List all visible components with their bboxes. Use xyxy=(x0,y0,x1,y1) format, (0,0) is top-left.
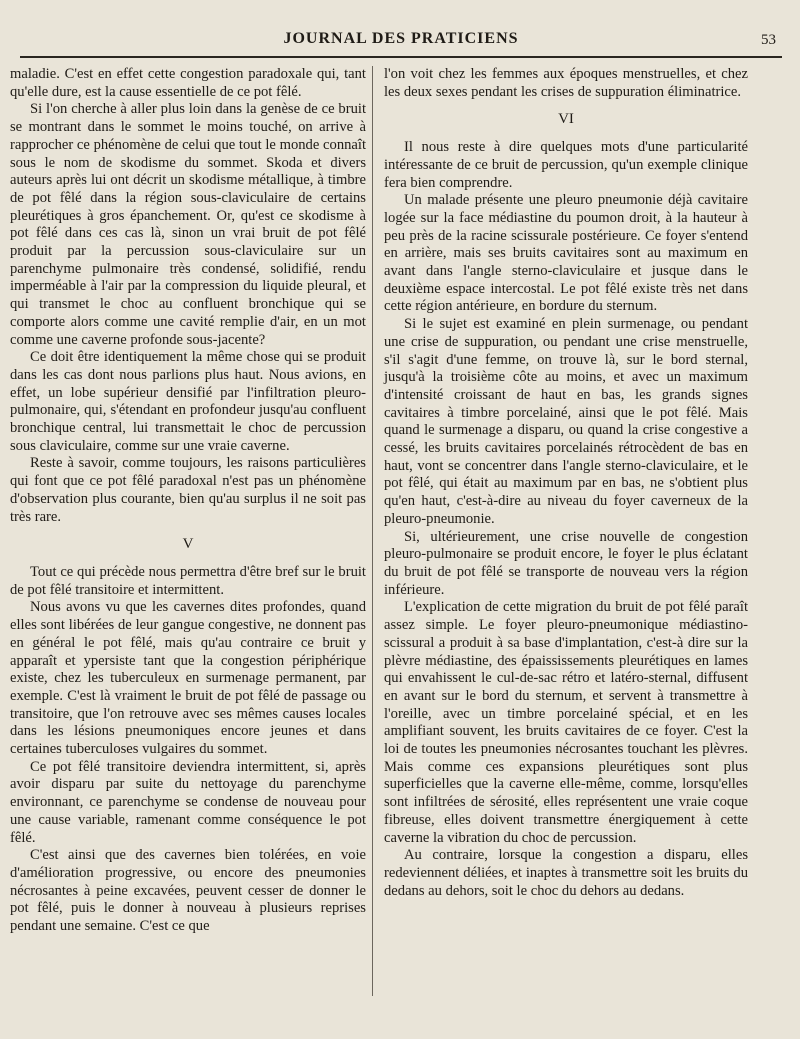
paragraph: l'on voit chez les femmes aux époques menstruelles, et chez les deux sexes pendant les crises de suppuration éliminatrice. xyxy=(384,66,748,100)
section-heading-v: V xyxy=(182,536,194,553)
paragraph: Ce pot fêlé transitoire deviendra intermittent, si, après avoir disparu par suite du nettoyage du parenchyme environnant, ce parenchyme se condense de nouveau pour une cause variable, ramenant comme conséquence le pot fêlé. xyxy=(10,758,366,846)
paragraph: C'est ainsi que des cavernes bien tolérées, en voie d'amélioration progressive, ou encore des pneumonies nécrosantes à peine excavées, peuvent cesser de donner le pot fêlé, puis le donner à nouveau à plusieurs reprises pendant une semaine. C'est ce que xyxy=(10,847,366,935)
running-title: JOURNAL DES PRATICIENS xyxy=(283,30,519,47)
paragraph: Si l'on cherche à aller plus loin dans la genèse de ce bruit se montrant dans le sommet le moins touché, on arrive à rapprocher ce phénomène de celui que tout le monde connaît sous le nom de skodisme du sommet. Skoda et divers auteurs après lui ont décrit un skodisme métallique, à timbre de pot fêlé dans la région sous-claviculaire de certains pleurétiques à gros épanchement. Or, qu'est ce skodisme à pot fêlé dans ces cas là, sinon un vrai bruit de pot fêlé produit par la percussion sous-claviculaire sur un parenchyme pulmonaire très condensé, solidifié, rendu imperméable à l'air par la compression du liquide pleural, et qui transmet le choc au confluent bronchique qui se comporte alors comme une cavité remplie d'air, en un mot comme une caverne profonde sous-jacente? xyxy=(10,101,366,348)
paragraph: Nous avons vu que les cavernes dites profondes, quand elles sont libérées de leur gangue congestive, ne donnent pas en général le pot fêlé, mais qu'au contraire ce bruit y apparaît et ypersiste tant que la congestion périphérique existe, chez les tuberculeux en surmenage permanent, par exemple. C'est là vraiment le bruit de pot fêlé de passage ou transitoire, que l'on retrouve avec ses mêmes causes locales dans les lésions pneumoniques encore jeunes et dans certaines tuberculoses vulgaires du sommet. xyxy=(10,599,366,758)
page-number: 53 xyxy=(761,32,776,48)
paragraph: maladie. C'est en effet cette congestion paradoxale qui, tant qu'elle dure, est la cause essentielle de ce pot fêlé. xyxy=(10,66,366,100)
right-column xyxy=(384,66,748,900)
column-divider xyxy=(372,66,373,996)
section-heading-vi: VI xyxy=(558,111,574,128)
paragraph: Un malade présente une pleuro pneumonie déjà cavitaire logée sur la face médiastine du poumon droit, à la hauteur à peu près de la racine scissurale postérieure. Ce foyer s'entend en arrière, mais ses bruits cavitaires sont au maximum en avant dans l'angle sterno-claviculaire et jusque dans le deuxième espace intercostal. Le pot fêlé existe très net dans cette région antérieure, en bordure du sternum. xyxy=(384,192,748,315)
left-column xyxy=(10,66,366,936)
paragraph: L'explication de cette migration du bruit de pot fêlé paraît assez simple. Le foyer pleuro-pneumonique médiastino-scissural a produit à sa base d'implantation, c'est-à dire sur la plèvre médiastine, des épaississements pleurétiques en lames qui envahissent le cul-de-sac rétro et latéro-sternal, diffusent en avant sur le bord du sternum, et servent à transmettre à l'oreille, avec un timbre porcelainé spécial, et en les amplifiant souvent, les bruits cavitaires de ce foyer. C'est la loi de toutes les pneumonies nécrosantes touchant les plèvres. Mais comme ces expansions pleurétiques sont plus superficielles que la caverne elle-même, comme, lorsqu'elles sont infiltrées de sérosité, elles représentent une vraie coque fibreuse, elles doivent transmettre énergiquement à cette caverne la vibration du choc de percussion. xyxy=(384,599,748,846)
paragraph: Si, ultérieurement, une crise nouvelle de congestion pleuro-pulmonaire se produit encore, le foyer le plus éclatant du bruit de pot fêlé se transporte de nouveau vers la région inférieure. xyxy=(384,528,748,598)
paragraph: Reste à savoir, comme toujours, les raisons particulières qui font que ce pot fêlé paradoxal n'est pas un phénomène d'observation plus courante, bien qu'au surplus il ne soit pas très rare. xyxy=(10,455,366,525)
paragraph: Si le sujet est examiné en plein surmenage, ou pendant une crise de suppuration, ou pendant une crise menstruelle, s'il s'agit d'une femme, on trouve là, sur le bord sternal, jusqu'à la troisième côte au moins, et avec un maximum d'intensité croissant de haut en bas, les grands signes cavitaires à timbre porcelainé, ainsi que le pot fêlé. Mais quand le surmenage a disparu, ou quand la crise congestive a cessé, les bruits cavitaires porcelainés rétrocèdent de bas en haut, vont se concentrer dans l'angle sterno-claviculaire, et le pot fêlé, qui était au maximum par en bas, ne s'obtient plus qu'en haut, c'est-à-dire au niveau du foyer caverneux de la pleuro-pneumonie. xyxy=(384,316,748,527)
paragraph: Tout ce qui précède nous permettra d'être bref sur le bruit de pot fêlé transitoire et intermittent. xyxy=(10,563,366,598)
paragraph: Ce doit être identiquement la même chose qui se produit dans les cas dont nous parlions plus haut. Nous avions, en effet, un lobe supérieur densifié par l'infiltration pleuro-pulmonaire, qui, s'étendant en profondeur jusqu'au confluent bronchique central, lui transmettait le choc de percussion sous claviculaire, comme sur une vraie caverne. xyxy=(10,349,366,454)
paragraph: Au contraire, lorsque la congestion a disparu, elles redeviennent déliées, et inaptes à transmettre soit les bruits du dedans au dehors, soit le choc du dehors au dedans. xyxy=(384,847,748,899)
page-header xyxy=(20,26,782,58)
paragraph: Il nous reste à dire quelques mots d'une particularité intéressante de ce bruit de percussion, qu'un exemple clinique fera bien comprendre. xyxy=(384,139,748,191)
